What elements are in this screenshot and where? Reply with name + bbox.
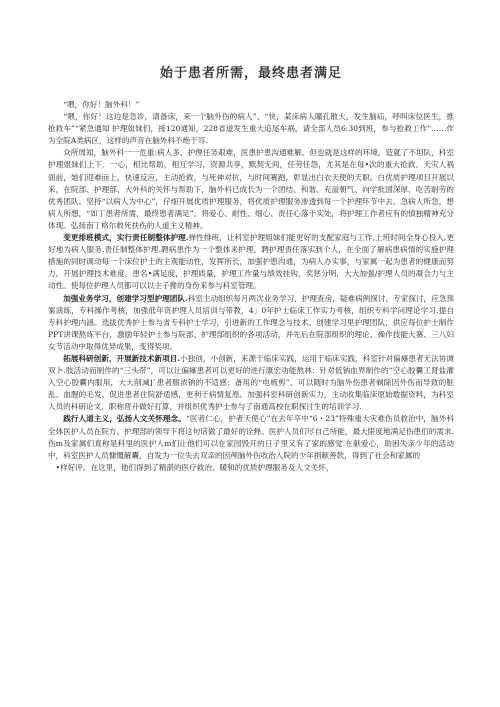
paragraph-6 [48,353,454,413]
paragraph-6-text: 小独创，小创新，来源于临床实践，运用于临床实践，科室针对偏瘫患者无法协调双卜.肢活动而制作的“三头带”，可以让偏瘫患者可以更好的进行康宏功能熬林；针对低钠血界制作的“空心胶囊工肾盐灌入空心胶囊内服用，大大削减]`患者服浓钠的不适感；备用的“电梳剪”，可以随时为脑外伤患者剃除因外伤而导致的脏乱、血腥的毛发，促进患者住院舒适感，更利于病情复原。加强科室科研创新实力，主动收集临床原始数据资料，为科室人员的科研论文，职称晋升做好打算，并组织优秀护士参与了南通高校在职探讨生的培训学习. [48,353,454,412]
paragraph-8-text: •样好评。在这里，他们得到了精湛的医疗救治、暖和的优质护理服务及人文关怀， [55,462,334,472]
paragraph-3 [48,147,454,232]
paragraph-6-lead: 拓展科研创新，开展新技术新项目. [63,353,180,363]
paragraph-1-text: “喂，你好！脑外科！” [63,100,140,109]
paragraph-4-text: 弹性排班，让科室护理姐妹们能更好的支配家庭与工作,上班时间全身心投入,更好地为病人服务.责任制整体护理.聘病患作为一个整体来护理，聘护理责任落实到个人，在全面了解病患病情的实施护理措施的同时调动每一个床位护士的主观能动性，发挥所长，加强护患沟通，为病人办实事，与家属一起为患者的健康而努力。开展护理技术难度，患名•满足度，护理质量，护理工作量与绩效挂钩，奖惩分明，大大加强/护理人员的凝合力与主动性。使每位护理人员都可以以主子搀的身份来参与科室管理。 [48,233,454,291]
paragraph-1 [48,99,454,111]
document-title: 始于患者所需，最终患者满足 [159,66,342,81]
paragraph-4 [48,232,454,292]
paragraph-7-text: “医者仁心，护者天使心”在去年卒中“6・23”特殊重大灾难伤员救治中，脑外科全体医护人员在院方、护理部的领导下将这句话做了最好的诠释。医护人员们尽自己所能，最大限度地满足伤患们的需求.伤m及家属们真称是科里的医护人m们让他们可以在家园毁开的日子里又有了家的感觉.在献爱心，助困失亲少年的活动中，科室医护人员慷慨解囊，自发为一位失去双亲的因颅脑外伤收治入院的少年捐献善款，得到了社会和家属的 [48,414,454,460]
paragraph-3-text: 众所周知，脑外科一一危重:病人多，护理任务艰难，医患护患沟通难解。但也就是这样的环境，造就了不坦队，科室护理姐妹们上下．一心，相比帮助，相互学习，资源共享，默契无间，任劳任怨，尤其是在每•次的重大抢救、天灾人祸面前，她们迎难而上，快速反应，主动抢救，与死神对抗，与时间赛跑，彰显出白衣天使的天职。白优质护理项目开展以来，在院部、护理部、大外科的关怀与帮助下，脑外科已成长为一个团结、和谐、充溢朝气、向学批国深厚、吃苦耐劳的优秀团队。坚持“以病人为中心”，仔细开展优质护理服务，将优质护理服务渗透到每一个护理环节中去。急病人所急，想病人所想，“如丁患者所需，最终患者满足”，将爱心、耐性、细心、责任心落于实处，将护理工作者应有的慎独精神充分体现。弘扬南丁格尔救死扶伤的人道主义精神。 [48,148,454,230]
paragraph-5 [48,293,454,353]
paragraph-7-lead: 践行人道主义，弘扬人文关怀理念。 [63,414,186,424]
paragraph-7 [48,413,454,461]
paragraph-2 [48,111,454,147]
paragraph-5-lead: 加强业务学习，创建学习型护理团队. [63,293,188,303]
paragraph-5-text: 科室主动组织每月两次业务学习，护理查房，疑难病例探讨，专家探讨，应急预案演练，专科操作考核，加强低年资护理人员培训与带教，4」0年护士临床工作实力考核，组织专科学问理论学习.提自专科护理内涵。选拔优秀护士参与省专科护士学习，引进新的工作理念与技术。创建学习里护理团队，供应每位护士制作PPT讲课熬炼平台，激励年轻护士参与院部、护理部组织的各项活动，并先后在院部组织的理论、操作技能大赛、三八妇女节活动中取得优异成果，变得奖项。 [48,293,454,351]
paragraph-4-lead: 变更排班模式，实行责任制整体护理. [63,233,189,243]
document-page [48,62,454,474]
paragraph-8 [48,462,454,474]
paragraph-2-text: “喂，你好！这边是急诊，请备床，来一个脑外伤的病人”、“快，某床病人瞳孔散大，发生脑疝，呼叫床位医生，推抢救车”“紧急通知 护理姐妹们，接120通知，228省道发生重大追尾车祸，请全部人员6:30到班，参与抢救工作”……作为全院A类病区，这样的声音在脑外科不绝于耳. [48,112,454,146]
